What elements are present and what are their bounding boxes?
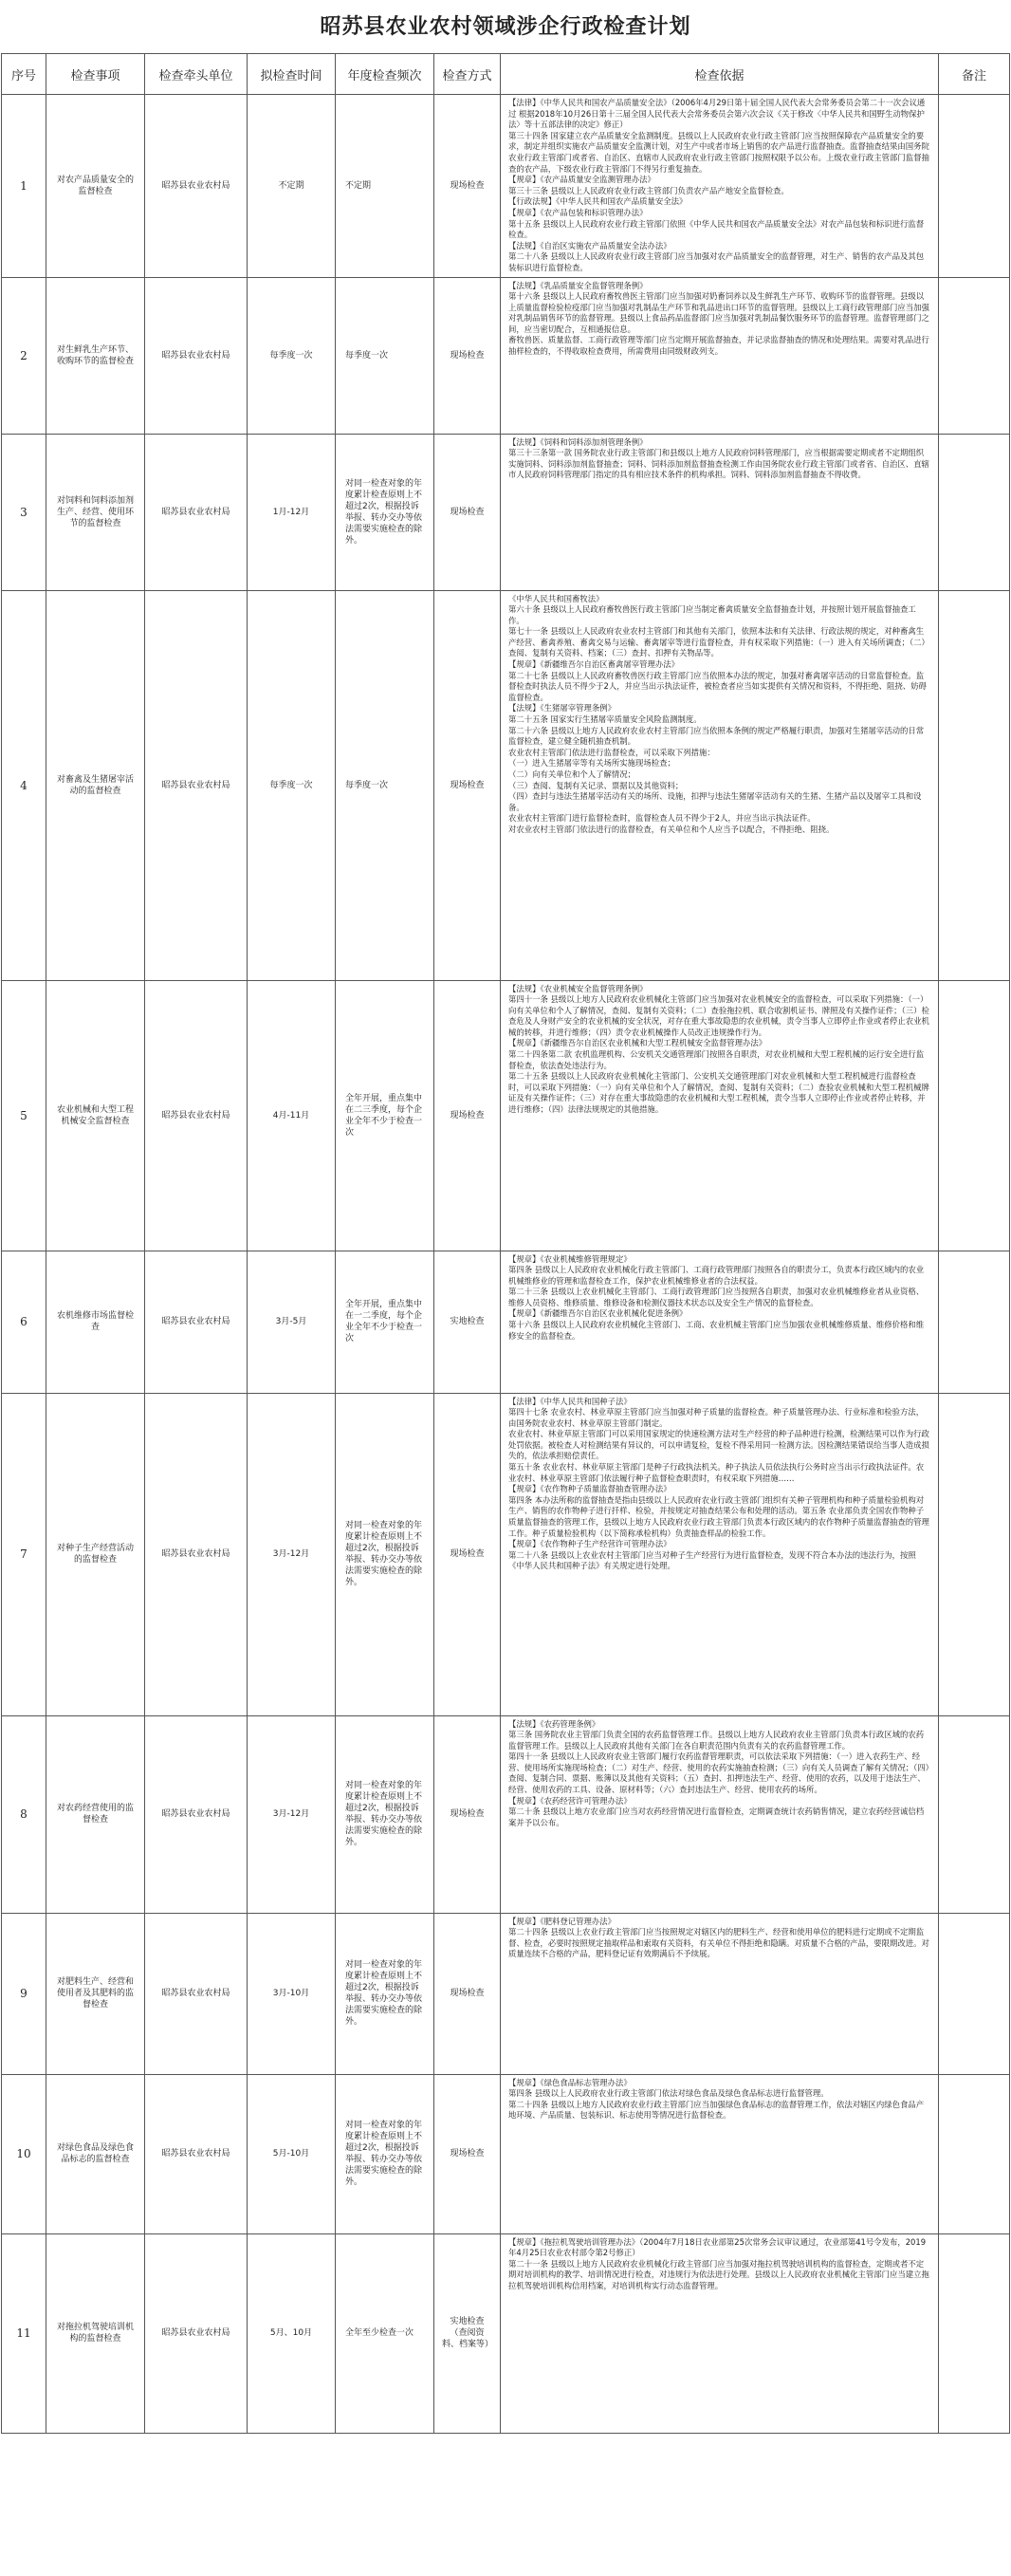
table-row bbox=[2, 980, 1010, 1251]
header-cell-method: 检查方式 bbox=[434, 54, 501, 95]
row-number: 10 bbox=[2, 2074, 46, 2233]
inspection-method: 现场检查 bbox=[434, 95, 501, 278]
remark-cell bbox=[939, 1251, 1010, 1393]
table-row bbox=[2, 1715, 1010, 1913]
lead-unit: 昭苏县农业农村局 bbox=[145, 1913, 248, 2074]
inspection-basis: 【法规】《饲料和饲料添加剂管理条例》 第三十三条第一款 国务院农业行政主管部门和县级以上地方人民政府饲料管理部门，应当根据需要定期或者不定期组织实施饲料、饲料添加剂监督抽查；饲料、饲料添加剂监督抽查检测工作由国务院农业行政主管部门或者省、自治区、直辖市人民政府饲料管理部门指定的具有相应技术条件的机构承担。饲料、饲料添加剂监督抽查不得收费。 bbox=[501, 434, 939, 590]
annual-frequency: 对同一检查对象的年度累计检查原则上不超过2次，根据投诉举报、转办交办等依法需要实施检查的除外。 bbox=[336, 1715, 434, 1913]
inspection-basis: 【规章】《拖拉机驾驶培训管理办法》（2004年7月18日农业部第25次常务会议审议通过，农业部第41号令发布，2019年4月25日农业农村部令第2号修正） 第二十一条 县级以上地方人民政府农业机械化行政主管部门应当加强对拖拉机驾驶培训机构的监督检查，定期或者不定期对培训机构的教学、培训情况进行检查，对违规行为依法进行处理。县级以上人民政府农业机械化主管部门应当建立拖拉机驾驶培训机构信用档案，对培训机构实行动态监督管理。 bbox=[501, 2233, 939, 2433]
remark-cell bbox=[939, 2074, 1010, 2233]
lead-unit: 昭苏县农业农村局 bbox=[145, 95, 248, 278]
inspection-basis: 【规章】《农业机械维修管理规定》 第四条 县级以上人民政府农业机械化行政主管部门、工商行政管理部门按照各自的职责分工，负责本行政区域内的农业机械维修业的管理和监督检查工作，保护农业机械维修业者的合法权益。 第二十三条 县级以上农业机械化主管部门、工商行政管理部门应当按照各自职责，加强对农业机械维修业者从业资格、维修人员资格、维修质量、维修设备和检测仪器技术状态以及安全生产情况的监督检查。 【规章】《新疆维吾尔自治区农业机械化促进条例》 第十六条 县级以上人民政府农业机械化主管部门、工商、农业机械主管部门应当加强农业机械维修质量、维修价格和维修安全的监督检查。 bbox=[501, 1251, 939, 1393]
inspection-item: 对种子生产经营活动的监督检查 bbox=[46, 1393, 145, 1715]
remark-cell bbox=[939, 1393, 1010, 1715]
row-number: 11 bbox=[2, 2233, 46, 2433]
inspection-basis: 【规章】《肥料登记管理办法》 第二十四条 县级以上农业行政主管部门应当按照规定对辖区内的肥料生产、经营和使用单位的肥料进行定期或不定期监督、检查，必要时按照规定抽取样品和索取有关资料，有关单位不得拒绝和隐瞒。对质量不合格的产品，要限期改进。对质量连续不合格的产品，肥料登记证有效期满后不予续展。 bbox=[501, 1913, 939, 2074]
remark-cell bbox=[939, 2233, 1010, 2433]
table-row bbox=[2, 434, 1010, 590]
annual-frequency: 全年开展，重点集中在二三季度，每个企业全年不少于检查一次 bbox=[336, 980, 434, 1251]
inspection-method: 现场检查 bbox=[434, 1715, 501, 1913]
planned-time: 3月-10月 bbox=[248, 1913, 336, 2074]
remark-cell bbox=[939, 95, 1010, 278]
lead-unit: 昭苏县农业农村局 bbox=[145, 434, 248, 590]
inspection-basis: 【规章】《绿色食品标志管理办法》 第四条 县级以上人民政府农业行政主管部门依法对绿色食品及绿色食品标志进行监督管理。 第二十四条 县级以上地方人民政府农业行政主管部门应当加强绿色食品标志的监督管理工作，依法对辖区内绿色食品产地环境、产品质量、包装标识、标志使用等情况进行监督检查。 bbox=[501, 2074, 939, 2233]
inspection-method: 现场检查 bbox=[434, 277, 501, 434]
annual-frequency: 对同一检查对象的年度累计检查原则上不超过2次，根据投诉举报、转办交办等依法需要实施检查的除外。 bbox=[336, 434, 434, 590]
table-row bbox=[2, 1251, 1010, 1393]
header-cell-item: 检查事项 bbox=[46, 54, 145, 95]
inspection-basis: 【法律】《中华人民共和国农产品质量安全法》（2006年4月29日第十届全国人民代表大会常务委员会第二十一次会议通过 根据2018年10月26日第十三届全国人民代表大会常务委员会第六次会议《关于修改〈中华人民共和国野生动物保护法〉等十五部法律的决定》修正） 第三十四条 国家建立农产品质量安全监测制度。县级以上人民政府农业行政主管部门应当按照保障农产品质量安全的要求，制定并组织实施农产品质量安全监测计划，对生产中或者市场上销售的农产品进行监督抽查。监督抽查结果由国务院农业行政主管部门或者省、自治区、直辖市人民政府农业行政主管部门按照权限予以公布。上级农业行政主管部门监督抽查的农产品，下级农业行政主管部门不得另行重复抽查。 【规章】《农产品质量安全监测管理办法》 第三十三条 县级以上人民政府农业行政主管部门负责农产品产地安全监督检查。 【行政法规】《中华人民共和国农产品质量安全法》 【规章】《农产品包装和标识管理办法》 第十五条 县级以上人民政府农业行政主管部门依照《中华人民共和国农产品质量安全法》对农产品包装和标识进行监督检查。 【法规】《自治区实施农产品质量安全法办法》 第二十八条 县级以上人民政府农业行政主管部门应当加强对农产品质量安全的监督管理，对生产、销售的农产品及其包装标识进行监督检查。 bbox=[501, 95, 939, 278]
inspection-item: 对绿色食品及绿色食品标志的监督检查 bbox=[46, 2074, 145, 2233]
inspection-item: 对生鲜乳生产环节、收购环节的监督检查 bbox=[46, 277, 145, 434]
header-row bbox=[2, 54, 1010, 95]
lead-unit: 昭苏县农业农村局 bbox=[145, 2233, 248, 2433]
inspection-method: 实地检查 bbox=[434, 1251, 501, 1393]
inspection-basis: 【法规】《乳品质量安全监督管理条例》 第十六条 县级以上人民政府畜牧兽医主管部门应当加强对奶畜饲养以及生鲜乳生产环节、收购环节的监督管理。县级以上质量监督检验检疫部门应当加强对乳制品生产环节和乳品进出口环节的监督管理。县级以上工商行政管理部门应当加强对乳制品销售环节的监督管理。县级以上食品药品监督部门应当加强对乳制品餐饮服务环节的监督管理。监督管理部门之间，应当密切配合，互相通报信息。 畜牧兽医、质量监督、工商行政管理等部门应当定期开展监督抽查，并记录监督抽查的情况和处理结果。需要对乳品进行抽样检查的，不得收取检查费用，所需费用由同级财政列支。 bbox=[501, 277, 939, 434]
row-number: 1 bbox=[2, 95, 46, 278]
row-number: 7 bbox=[2, 1393, 46, 1715]
lead-unit: 昭苏县农业农村局 bbox=[145, 1715, 248, 1913]
annual-frequency: 全年至少检查一次 bbox=[336, 2233, 434, 2433]
header-cell-freq: 年度检查频次 bbox=[336, 54, 434, 95]
inspection-method: 实地检查（查阅资料、档案等） bbox=[434, 2233, 501, 2433]
annual-frequency: 全年开展，重点集中在一二季度，每个企业全年不少于检查一次 bbox=[336, 1251, 434, 1393]
row-number: 6 bbox=[2, 1251, 46, 1393]
inspection-item: 对农药经营使用的监督检查 bbox=[46, 1715, 145, 1913]
row-number: 8 bbox=[2, 1715, 46, 1913]
table-row bbox=[2, 590, 1010, 980]
row-number: 2 bbox=[2, 277, 46, 434]
lead-unit: 昭苏县农业农村局 bbox=[145, 590, 248, 980]
inspection-method: 现场检查 bbox=[434, 1393, 501, 1715]
annual-frequency: 对同一检查对象的年度累计检查原则上不超过2次，根据投诉举报、转办交办等依法需要实施检查的除外。 bbox=[336, 1913, 434, 2074]
inspection-plan-table bbox=[1, 53, 1010, 2434]
lead-unit: 昭苏县农业农村局 bbox=[145, 2074, 248, 2233]
inspection-item: 农机维修市场监督检查 bbox=[46, 1251, 145, 1393]
inspection-basis: 【法规】《农业机械安全监督管理条例》 第四十一条 县级以上地方人民政府农业机械化主管部门应当加强对农业机械安全的监督检查，可以采取下列措施：（一）向有关单位和个人了解情况，查阅、复制有关资料；（二）查验拖拉机、联合收割机证书、牌照及有关操作证件；（三）检查危及人身财产安全的农业机械的安全状况，对存在重大事故隐患的农业机械，责令当事人立即停止作业或者停止农业机械的转移，并进行维修；（四）责令农业机械操作人员改正违规操作行为。 【规章】《新疆维吾尔自治区农业机械和大型工程机械安全监督管理办法》 第二十四条第二款 农机监理机构、公安机关交通管理部门按照各自职责，对农业机械和大型工程机械的运行安全进行监督检查，依法查处违法行为。 第二十五条 县级以上人民政府农业机械化主管部门、公安机关交通管理部门对农业机械和大型工程机械进行监督检查时，可以采取下列措施：（一）向有关单位和个人了解情况，查阅、复制有关资料；（二）查验农业机械和大型工程机械牌证及有关操作证件；（三）对存在重大事故隐患的农业机械和大型工程机械，责令当事人立即停止作业或者停止转移，并进行维修；（四）法律法规规定的其他措施。 bbox=[501, 980, 939, 1251]
inspection-item: 农业机械和大型工程机械安全监督检查 bbox=[46, 980, 145, 1251]
page-title: 昭苏县农业农村领域涉企行政检查计划 bbox=[320, 14, 691, 39]
annual-frequency: 对同一检查对象的年度累计检查原则上不超过2次，根据投诉举报、转办交办等依法需要实施检查的除外。 bbox=[336, 1393, 434, 1715]
annual-frequency: 不定期 bbox=[336, 95, 434, 278]
table-row bbox=[2, 1393, 1010, 1715]
planned-time: 3月-12月 bbox=[248, 1715, 336, 1913]
lead-unit: 昭苏县农业农村局 bbox=[145, 1393, 248, 1715]
table-row bbox=[2, 1913, 1010, 2074]
inspection-method: 现场检查 bbox=[434, 590, 501, 980]
annual-frequency: 每季度一次 bbox=[336, 590, 434, 980]
header-cell-basis: 检查依据 bbox=[501, 54, 939, 95]
header-cell-time: 拟检查时间 bbox=[248, 54, 336, 95]
header-cell-remark: 备注 bbox=[939, 54, 1010, 95]
annual-frequency: 对同一检查对象的年度累计检查原则上不超过2次，根据投诉举报、转办交办等依法需要实施检查的除外。 bbox=[336, 2074, 434, 2233]
row-number: 4 bbox=[2, 590, 46, 980]
header-cell-no: 序号 bbox=[2, 54, 46, 95]
row-number: 3 bbox=[2, 434, 46, 590]
remark-cell bbox=[939, 277, 1010, 434]
table-row bbox=[2, 2233, 1010, 2433]
inspection-method: 现场检查 bbox=[434, 434, 501, 590]
inspection-method: 现场检查 bbox=[434, 980, 501, 1251]
planned-time: 5月-10月 bbox=[248, 2074, 336, 2233]
inspection-item: 对拖拉机驾驶培训机构的监督检查 bbox=[46, 2233, 145, 2433]
lead-unit: 昭苏县农业农村局 bbox=[145, 980, 248, 1251]
inspection-basis: 《中华人民共和国畜牧法》 第六十条 县级以上人民政府畜牧兽医行政主管部门应当制定畜禽质量安全监督抽查计划，并按照计划开展监督抽查工作。 第七十一条 县级以上人民政府农业农村主管部门和其他有关部门，依照本法和有关法律、行政法规的规定，对种畜禽生产经营、畜禽养殖、畜禽交易与运输、畜禽屠宰等进行监督检查，并有权采取下列措施：（一）进入有关场所调查；（二）查阅、复制有关资料、档案；（三）查封、扣押有关物品等。 【规章】《新疆维吾尔自治区畜禽屠宰管理办法》 第二十七条 县级以上人民政府畜牧兽医行政主管部门应当依照本办法的规定，加强对畜禽屠宰活动的日常监督检查。监督检查时执法人员不得少于2人，并应当出示执法证件，被检查者应当如实提供有关情况和资料，不得拒绝、阻挠、妨碍监督检查。 【法规】《生猪屠宰管理条例》 第二十五条 国家实行生猪屠宰质量安全风险监测制度。 第二十六条 县级以上地方人民政府农业农村主管部门应当依照本条例的规定严格履行职责，加强对生猪屠宰活动的日常监督检查，建立健全随机抽查机制。 农业农村主管部门依法进行监督检查，可以采取下列措施： （一）进入生猪屠宰等有关场所实施现场检查； （二）向有关单位和个人了解情况； （三）查阅、复制有关记录、票据以及其他资料； （四）查封与违法生猪屠宰活动有关的场所、设施，扣押与违法生猪屠宰活动有关的生猪、生猪产品以及屠宰工具和设备。 农业农村主管部门进行监督检查时，监督检查人员不得少于2人，并应当出示执法证件。 对农业农村主管部门依法进行的监督检查，有关单位和个人应当予以配合，不得拒绝、阻挠。 bbox=[501, 590, 939, 980]
inspection-item: 对农产品质量安全的监督检查 bbox=[46, 95, 145, 278]
remark-cell bbox=[939, 1913, 1010, 2074]
planned-time: 4月-11月 bbox=[248, 980, 336, 1251]
remark-cell bbox=[939, 434, 1010, 590]
inspection-method: 现场检查 bbox=[434, 1913, 501, 2074]
planned-time: 不定期 bbox=[248, 95, 336, 278]
remark-cell bbox=[939, 590, 1010, 980]
planned-time: 3月-5月 bbox=[248, 1251, 336, 1393]
inspection-method: 现场检查 bbox=[434, 2074, 501, 2233]
remark-cell bbox=[939, 1715, 1010, 1913]
annual-frequency: 每季度一次 bbox=[336, 277, 434, 434]
planned-time: 每季度一次 bbox=[248, 590, 336, 980]
lead-unit: 昭苏县农业农村局 bbox=[145, 1251, 248, 1393]
row-number: 9 bbox=[2, 1913, 46, 2074]
header-cell-unit: 检查牵头单位 bbox=[145, 54, 248, 95]
inspection-basis: 【法规】《农药管理条例》 第三条 国务院农业主管部门负责全国的农药监督管理工作。县级以上地方人民政府农业主管部门负责本行政区域的农药监督管理工作。县级以上人民政府其他有关部门在各自职责范围内负责有关的农药监督管理工作。 第四十一条 县级以上人民政府农业主管部门履行农药监督管理职责，可以依法采取下列措施：（一）进入农药生产、经营、使用场所实施现场检查；（二）对生产、经营、使用的农药实施抽查检测；（三）向有关人员调查了解有关情况；（四）查阅、复制合同、票据、账簿以及其他有关资料；（五）查封、扣押违法生产、经营、使用的农药，以及用于违法生产、经营、使用农药的工具、设备、原材料等；（六）查封违法生产、经营、使用农药的场所。 【规章】《农药经营许可管理办法》 第二十条 县级以上地方农业部门应当对农药经营情况进行监督检查，定期调查统计农药销售情况，建立农药经营诚信档案并予以公布。 bbox=[501, 1715, 939, 1913]
table-row bbox=[2, 95, 1010, 278]
lead-unit: 昭苏县农业农村局 bbox=[145, 277, 248, 434]
table-row bbox=[2, 277, 1010, 434]
planned-time: 1月-12月 bbox=[248, 434, 336, 590]
inspection-item: 对饲料和饲料添加剂生产、经营、使用环节的监督检查 bbox=[46, 434, 145, 590]
remark-cell bbox=[939, 980, 1010, 1251]
planned-time: 每季度一次 bbox=[248, 277, 336, 434]
planned-time: 3月-12月 bbox=[248, 1393, 336, 1715]
inspection-item: 对肥料生产、经营和使用者及其肥料的监督检查 bbox=[46, 1913, 145, 2074]
row-number: 5 bbox=[2, 980, 46, 1251]
inspection-item: 对畜禽及生猪屠宰活动的监督检查 bbox=[46, 590, 145, 980]
table-row bbox=[2, 2074, 1010, 2233]
planned-time: 5月、10月 bbox=[248, 2233, 336, 2433]
inspection-basis: 【法律】《中华人民共和国种子法》 第四十七条 农业农村、林业草原主管部门应当加强对种子质量的监督检查。种子质量管理办法、行业标准和检验方法，由国务院农业农村、林业草原主管部门制定。 农业农村、林业草原主管部门可以采用国家规定的快速检测方法对生产经营的种子品种进行检测，检测结果可以作为行政处罚依据。被检查人对检测结果有异议的，可以申请复检，复检不得采用同一检测方法。因检测结果错误给当事人造成损失的，依法承担赔偿责任。 第五十条 农业农村、林业草原主管部门是种子行政执法机关。种子执法人员依法执行公务时应当出示行政执法证件。农业农村、林业草原主管部门依法履行种子监督检查职责时，有权采取下列措施…… 【规章】《农作物种子质量监督抽查管理办法》 第四条 本办法所称的监督抽查是指由县级以上人民政府农业行政主管部门组织有关种子管理机构和种子质量检验机构对生产、销售的农作物种子进行扦样、检验，并按规定对抽查结果公布和处理的活动。第五条 农业部负责全国农作物种子质量监督抽查的管理工作，县级以上地方人民政府农业行政主管部门负责本行政区域内的农作物种子质量监督抽查的管理工作。种子质量检验机构（以下简称承检机构）负责抽查样品的检验工作。 【规章】《农作物种子生产经营许可管理办法》 第二十八条 县级以上农业农村主管部门应当对种子生产经营行为进行监督检查，发现不符合本办法的违法行为，按照《中华人民共和国种子法》有关规定进行处理。 bbox=[501, 1393, 939, 1715]
